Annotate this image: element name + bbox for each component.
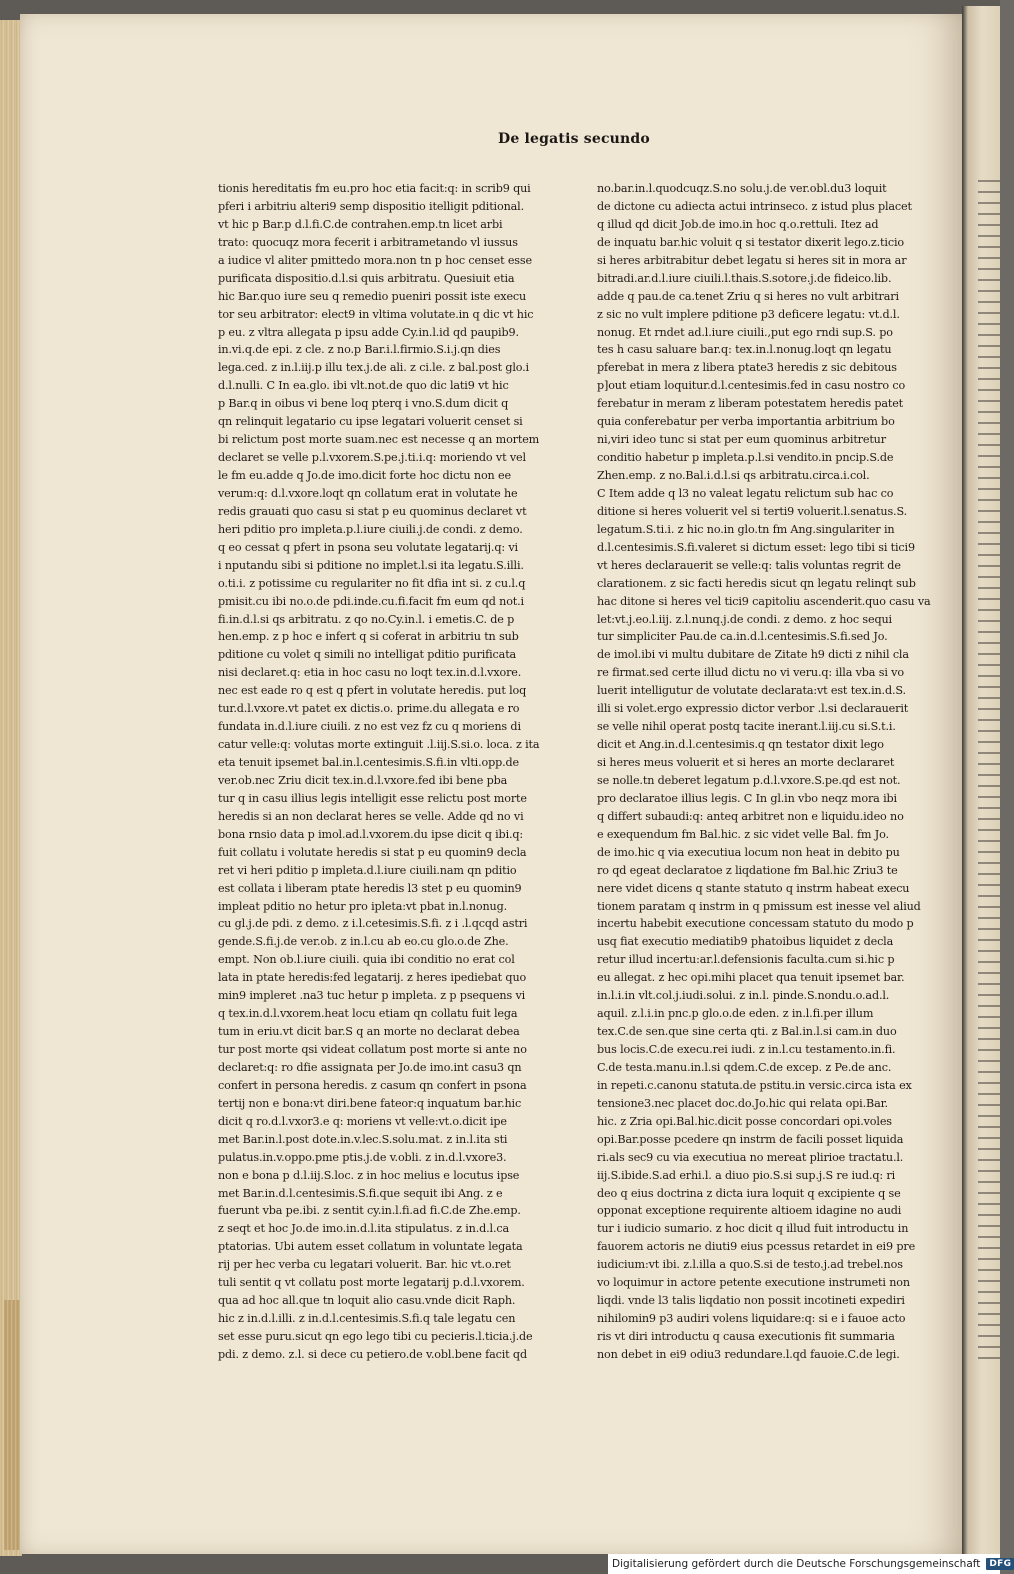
text-line: o.ti.i. z potissime cu regulariter no fit dfia int si. z cu.l.q (218, 576, 526, 590)
text-line: opi.Bar.posse pcedere qn instrm de facili posset liquida (597, 1132, 904, 1146)
text-line: est collata i liberam ptate heredis l3 stet p eu quomin9 (218, 881, 522, 895)
text-line: de dictone cu adiecta actui intrinseco. z istud plus placet (597, 199, 912, 213)
text-line: iij.S.ibide.S.ad erhi.l. a diuo pio.S.si sup.j.S re iud.q: ri (597, 1168, 896, 1182)
text-line: ver.ob.nec Zriu dicit tex.in.d.l.vxore.fed ibi bene pba (218, 773, 508, 787)
text-line: liqdi. vnde l3 talis liqdatio non possit incotineti expediri (597, 1294, 905, 1308)
text-line: tensione3.nec placet doc.do.Jo.hic qui relata opi.Bar. (597, 1096, 888, 1110)
text-column-right (597, 180, 939, 1364)
text-line: i nputandu sibi si pditione no implet.l.si ita legatu.S.illi. (218, 558, 524, 572)
text-line: p Bar.q in oibus vi bene loq pterq i vno.S.dum dicit q (218, 397, 509, 411)
text-line: pditione cu volet q simili no intelligat pditio purificata (218, 648, 517, 662)
text-line: empt. Non ob.l.iure ciuili. quia ibi conditio no erat col (218, 953, 515, 967)
text-line: in.l.i.in vlt.col.j.iudi.solui. z in.l. pinde.S.nondu.o.ad.l. (597, 989, 890, 1003)
text-line: bi relictum post morte suam.nec est necesse q an mortem (218, 433, 540, 447)
text-line: ferebatur in meram z liberam potestatem heredis patet (597, 397, 904, 411)
text-line: d.l.centesimis.S.fi.valeret si dictum esset: lego tibi si tici9 (597, 540, 915, 554)
text-line: opponat exceptione requirente altioem idagine no audi (597, 1204, 902, 1218)
text-line: quia conferebatur per verba importantia arbitrium bo (597, 415, 895, 429)
text-line: hic z in.d.l.illi. z in.d.l.centesimis.S.fi.q tale legatu cen (218, 1312, 516, 1326)
footer-credit-text: Digitalisierung gefördert durch die Deutsche Forschungsgemeinschaft (612, 1558, 981, 1570)
text-line: aquil. z.l.i.in pnc.p glo.o.de eden. z in.l.fi.per illum (597, 1007, 874, 1021)
facing-page-text-glimpse (978, 180, 1000, 1360)
text-line: tur q in casu illius legis intelligit esse relictu post morte (218, 791, 527, 805)
text-line: hic Bar.quo iure seu q remedio pueniri possit iste execu (218, 289, 527, 303)
text-line: luerit intelligutur de volutate declarata:vt est tex.in.d.S. (597, 684, 906, 698)
text-line: met Bar.in.d.l.centesimis.S.fi.que sequit ibi Ang. z e (218, 1186, 503, 1200)
running-head: De legatis secundo (498, 131, 650, 147)
text-line: hen.emp. z p hoc e infert q si coferat in arbitriu tn sub (218, 630, 519, 644)
text-line: legatum.S.ti.i. z hic no.in glo.tn fm Ang.singulariter in (597, 522, 895, 536)
text-line: pferi i arbitriu alteri9 semp dispositio itelligit pditional. (218, 199, 524, 213)
text-line: catur velle:q: volutas morte extinguit .l.iij.S.si.o. loca. z ita (218, 738, 540, 752)
text-line: fuit collatu i volutate heredis si stat p eu quomin9 decla (218, 845, 527, 859)
text-line: q differt subaudi:q: anteq arbitret non e liquidu.ideo no (597, 809, 904, 823)
text-line: fundata in.d.l.iure ciuili. z no est vez fz cu q moriens di (218, 720, 521, 734)
text-line: declaret se velle p.l.vxorem.S.pe.j.ti.i.q: moriendo vt vel (218, 451, 526, 465)
text-line: a iudice vl aliter pmittedo mora.non tn p hoc censet esse (218, 253, 532, 267)
text-line: tionem paratam q instrm in q pmissum est inesse vel aliud (597, 899, 921, 913)
text-line: fi.in.d.l.si qs arbitratu. z qo no.Cy.in.l. i emetis.C. de p (218, 612, 515, 626)
text-line: tor seu arbitrator: elect9 in vltima volutate.in q dic vt hic (218, 307, 534, 321)
text-line: vt heres declarauerit se velle:q: talis voluntas regrit de (597, 558, 901, 572)
text-line: nere videt dicens q stante statuto q instrm habeat execu (597, 881, 910, 895)
text-line: ret vi heri pditio p impleta.d.l.iure ciuili.nam qn pditio (218, 863, 517, 877)
text-line: bus locis.C.de execu.rei iudi. z in.l.cu testamento.in.fi. (597, 1043, 896, 1056)
text-line: hac ditone si heres vel tici9 capitoliu ascenderit.quo casu va (597, 594, 931, 608)
text-line: eu allegat. z hec opi.mihi placet qua tenuit ipsemet bar. (597, 971, 905, 985)
text-line: lega.ced. z in.l.iij.p illu tex.j.de ali. z ci.le. z bal.post glo.i (218, 361, 529, 375)
text-line: nec est eade ro q est q pfert in volutate heredis. put loq (218, 684, 527, 698)
text-line: non debet in ei9 odiu3 redundare.l.qd fauoie.C.de legi. (597, 1347, 900, 1361)
text-column-left (218, 180, 558, 1364)
text-line: ptatorias. Ubi autem esset collatum in voluntate legata (218, 1240, 523, 1254)
text-line: let:vt.j.eo.l.iij. z.l.nunq.j.de condi. z demo. z hoc sequi (597, 612, 892, 626)
text-line: impleat pditio no hetur pro ipleta:vt pbat in.l.nonug. (218, 899, 507, 913)
text-line: lata in ptate heredis:fed legatarij. z heres ipediebat quo (218, 971, 527, 985)
text-line: re firmat.sed certe illud dictu no vi veru.q: illa vba si vo (597, 666, 904, 680)
text-line: tes h casu saluare bar.q: tex.in.l.nonug.loqt qn legatu (597, 343, 892, 357)
text-line: illi si volet.ergo expressio dictor verbor .l.si declarauerit (597, 702, 909, 716)
text-line: ris vt diri introductu q causa executionis fit summaria (597, 1330, 895, 1343)
text-line: de inquatu bar.hic voluit q si testator dixerit lego.z.ticio (597, 235, 904, 249)
text-line: heredis si an non declarat heres se velle. Adde qd no vi (218, 809, 524, 823)
text-line: pferebat in mera z libera ptate3 heredis z sic debitous (597, 361, 897, 375)
text-line: in.vi.q.de epi. z cle. z no.p Bar.i.l.firmio.S.i.j.qn dies (218, 343, 501, 357)
text-line: bona rnsio data p imol.ad.l.vxorem.du ipse dicit q ibi.q: (218, 827, 524, 841)
text-line: dicit et Ang.in.d.l.centesimis.q qn testator dixit lego (597, 738, 884, 752)
digitization-footer (608, 1554, 1012, 1574)
text-line: nonug. Et rndet ad.l.iure ciuili.,put ego rndi sup.S. po (597, 325, 893, 339)
text-line: adde q pau.de ca.tenet Zriu q si heres no vult arbitrari (597, 289, 899, 303)
text-line: ditione si heres voluerit vel si terti9 voluerit.l.senatus.S. (597, 504, 907, 518)
text-line: ri.als sec9 cu via executiua no mereat plirioe tractatu.l. (597, 1150, 904, 1164)
text-line: tertij non e bona:vt diri.bene fateor:q inquatum bar.hic (218, 1096, 522, 1110)
text-line: trato: quocuqz mora fecerit i arbitrametando vl iussus (218, 235, 518, 249)
text-line: pdi. z demo. z.l. si dece cu petiero.de v.obl.bene facit qd (218, 1347, 527, 1361)
text-line: e exequendum fm Bal.hic. z sic videt velle Bal. fm Jo. (597, 827, 889, 841)
text-line: retur illud incertu:ar.l.defensionis faculta.cum si.hic p (597, 953, 895, 967)
text-line: p]out etiam loquitur.d.l.centesimis.fed in casu nostro co (597, 379, 906, 393)
text-line: si heres meus voluerit et si heres an morte declararet (597, 756, 895, 769)
text-line: q illud qd dicit Job.de imo.in hoc q.o.rettuli. Itez ad (597, 217, 879, 231)
text-line: redis grauati quo casu si stat p eu quominus declaret vt (218, 504, 527, 518)
text-line: verum:q: d.l.vxore.loqt qn collatum erat in volutate he (218, 486, 518, 500)
text-line: C.de testa.manu.in.l.si qdem.C.de excep. z Pe.de anc. (597, 1060, 892, 1074)
text-line: purificata dispositio.d.l.si quis arbitratu. Quesiuit etia (218, 271, 515, 285)
text-line: se velle nihil operat postq tacite inerant.l.iij.cu si.S.t.i. (597, 720, 896, 734)
text-line: z sic no vult implere pditione p3 deficere legatu: vt.d.l. (597, 307, 900, 321)
text-line: tur post morte qsi videat collatum post morte si ante no (218, 1043, 527, 1056)
text-line: tum in eriu.vt dicit bar.S q an morte no declarat debea (218, 1025, 520, 1039)
text-line: declaret:q: ro dfie assignata per Jo.de imo.int casu3 qn (218, 1060, 522, 1074)
text-line: in repeti.c.canonu statuta.de pstitu.in versic.circa ista ex (597, 1078, 912, 1092)
text-line: pro declaratoe illius legis. C In gl.in vbo neqz mora ibi (597, 791, 897, 805)
text-line: p eu. z vltra allegata p ipsu adde Cy.in.l.id qd paupib9. (218, 325, 519, 339)
text-line: si heres arbitrabitur debet legatu si heres sit in mora ar (597, 253, 907, 267)
text-line: pulatus.in.v.oppo.pme ptis.j.de v.obli. z in.d.l.vxore3. (218, 1150, 507, 1164)
text-line: nisi declaret.q: etia in hoc casu no loqt tex.in.d.l.vxore. (218, 666, 522, 680)
text-line: nihilomin9 p3 audiri volens liquidare:q: si e i fauoe acto (597, 1312, 906, 1326)
text-line: ni,viri ideo tunc si stat per eum quominus arbitretur (597, 433, 886, 447)
text-line: non e bona p d.l.iij.S.loc. z in hoc melius e locutus ipse (218, 1168, 520, 1182)
text-line: de imo.hic q via executiua locum non heat in debito pu (597, 845, 900, 859)
text-line: z seqt et hoc Jo.de imo.in.d.l.ita stipulatus. z in.d.l.ca (218, 1222, 510, 1236)
text-line: qua ad hoc all.que tn loquit alio casu.vnde dicit Raph. (218, 1294, 516, 1308)
text-line: C Item adde q l3 no valeat legatu relictum sub hac co (597, 486, 894, 500)
text-line: qn relinquit legatario cu ipse legatari voluerit censet si (218, 415, 523, 429)
text-line: clarationem. z sic facti heredis sicut qn legatu relinqt sub (597, 576, 916, 590)
text-line: bitradi.ar.d.l.iure ciuili.l.thais.S.sotore.j.de fideico.lib. (597, 271, 892, 285)
text-line: tur i iudicio sumario. z hoc dicit q illud fuit introductu in (597, 1222, 909, 1236)
text-line: eta tenuit ipsemet bal.in.l.centesimis.S.fi.in vlti.opp.de (218, 756, 519, 769)
text-line: q tex.in.d.l.vxorem.heat locu etiam qn collatu fuit lega (218, 1007, 518, 1021)
text-line: se nolle.tn deberet legatum p.d.l.vxore.S.pe.qd est not. (597, 773, 901, 787)
text-line: met Bar.in.l.post dote.in.v.lec.S.solu.mat. z in.l.ita sti (218, 1132, 508, 1146)
text-line: fuerunt vba pe.ibi. z sentit cy.in.l.fi.ad fi.C.de Zhe.emp. (218, 1204, 521, 1218)
text-line: deo q eius doctrina z dicta iura loquit q excipiente q se (597, 1186, 901, 1200)
text-line: cu gl.j.de pdi. z demo. z i.l.cetesimis.S.fi. z i .l.qcqd astri (218, 917, 528, 931)
text-line: de imol.ibi vi multu dubitare de Zitate h9 dicti z nihil cla (597, 648, 909, 662)
text-line: no.bar.in.l.quodcuqz.S.no solu.j.de ver.obl.du3 loquit (597, 182, 887, 195)
text-line: fauorem actoris ne diuti9 eius pcessus retardet in ei9 pre (597, 1240, 916, 1254)
text-line: rij per hec verba cu legatari voluerit. Bar. hic vt.o.ret (218, 1258, 511, 1272)
text-line: d.l.nulli. C In ea.glo. ibi vlt.not.de quo dic lati9 vt hic (218, 379, 509, 393)
text-line: ro qd egeat declaratoe z liqdatione fm Bal.hic Zriu3 te (597, 863, 898, 877)
text-line: iudicium:vt ibi. z.l.illa a quo.S.si de testo.j.ad trebel.nos (597, 1258, 903, 1272)
text-line: conditio habetur p impleta.p.l.si vendito.in pncip.S.de (597, 451, 894, 465)
text-line: confert in persona heredis. z casum qn confert in psona (218, 1078, 527, 1092)
text-line: usq fiat executio mediatib9 phatoibus liquidet z decla (597, 935, 894, 949)
text-line: dicit q ro.d.l.vxor3.e q: moriens vt velle:vt.o.dicit ipe (218, 1114, 507, 1128)
text-line: hic. z Zria opi.Bal.hic.dicit posse concordari opi.voles (597, 1114, 892, 1128)
text-line: tionis hereditatis fm eu.pro hoc etia facit:q: in scrib9 qui (218, 182, 531, 195)
dfg-logo: DFG (986, 1558, 1014, 1570)
text-line: vt hic p Bar.p d.l.fi.C.de contrahen.emp.tn licet arbi (218, 217, 503, 231)
text-line: incertu habebit executione concessam statuto du modo p (597, 917, 914, 931)
text-line: tur.d.l.vxore.vt patet ex dictis.o. prime.du allegata e ro (218, 702, 520, 716)
text-line: Zhen.emp. z no.Bal.i.d.l.si qs arbitratu.circa.i.col. (597, 469, 870, 482)
text-line: tuli sentit q vt collatu post morte legatarij p.d.l.vxorem. (218, 1276, 525, 1290)
text-line: min9 impleret .na3 tuc hetur p impleta. z p psequens vi (218, 989, 526, 1003)
text-line: tur simpliciter Pau.de ca.in.d.l.centesimis.S.fi.sed Jo. (597, 630, 888, 644)
text-line: le fm eu.adde q Jo.de imo.dicit forte hoc dictu non ee (218, 469, 511, 482)
text-line: gende.S.fi.j.de ver.ob. z in.l.cu ab eo.cu glo.o.de Zhe. (218, 935, 509, 949)
text-line: tex.C.de sen.que sine certa qti. z Bal.in.l.si cam.in duo (597, 1025, 897, 1039)
text-line: set esse puru.sicut qn ego lego tibi cu pecieris.l.ticia.j.de (218, 1330, 533, 1343)
text-line: q eo cessat q pfert in psona seu volutate legatarij.q: vi (218, 540, 518, 554)
text-line: pmisit.cu ibi no.o.de pdi.inde.cu.fi.facit fm eum qd not.i (218, 594, 524, 608)
text-line: vo loquimur in actore petente executione instrumeti non (597, 1276, 910, 1290)
text-line: heri pditio pro impleta.p.l.iure ciuili.j.de condi. z demo. (218, 522, 523, 536)
